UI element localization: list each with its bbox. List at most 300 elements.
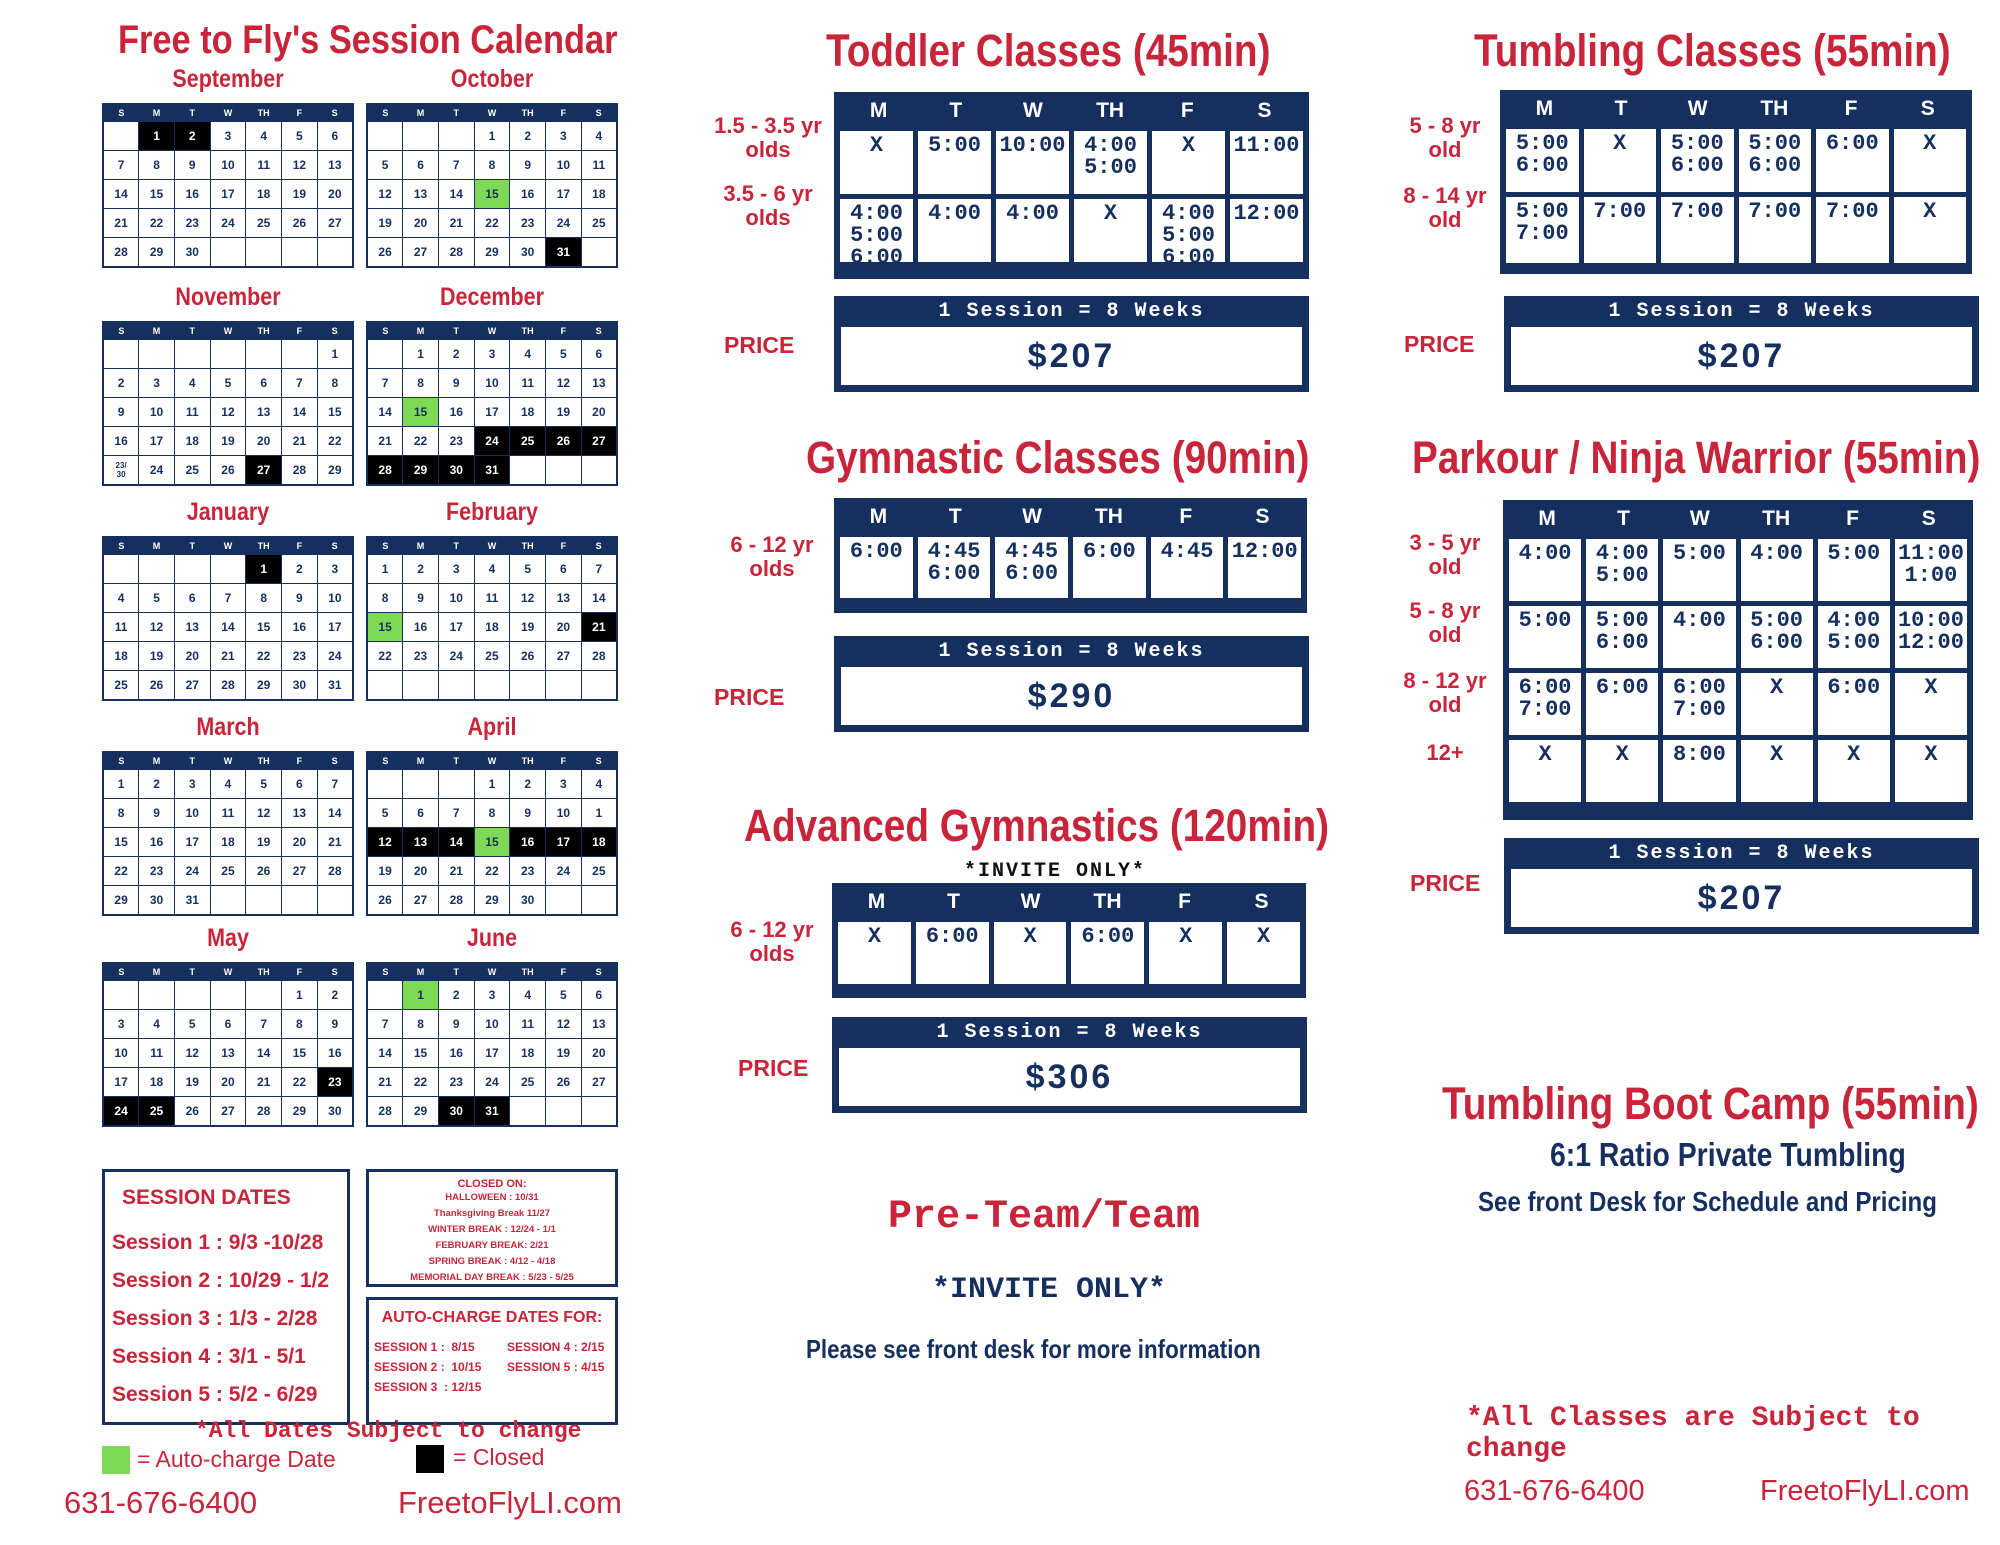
calendar-day: 19 <box>546 1039 582 1068</box>
calendar-day <box>510 1097 546 1127</box>
calendar-day: 8 <box>282 1010 318 1039</box>
calendar-day: 16 <box>174 180 210 209</box>
calendar-day: 10 <box>474 369 510 398</box>
calendar-day: 6 <box>403 799 439 828</box>
weekday-header: S <box>103 752 139 770</box>
calendar-day: 12 <box>367 828 403 857</box>
bootcamp-line1: 6:1 Ratio Private Tumbling <box>1550 1136 1906 1173</box>
calendar-day: 20 <box>403 857 439 886</box>
calendar-day: 20 <box>581 1039 617 1068</box>
calendar-day: 24 <box>139 456 175 486</box>
weekday-header: S <box>367 104 403 122</box>
gymnastic-title: Gymnastic Classes (90min) <box>806 432 1310 483</box>
calendar-day <box>474 671 510 701</box>
age-label: 8 - 14 yr old <box>1403 183 1487 232</box>
weekday-header: W <box>474 322 510 340</box>
calendar-day: 28 <box>317 857 353 886</box>
calendar-day: 17 <box>139 427 175 456</box>
calendar-day: 21 <box>210 642 246 671</box>
weekday-header: W <box>474 752 510 770</box>
price-amount: $207 <box>841 327 1302 385</box>
calendar-day: 8 <box>246 584 282 613</box>
calendar-day: 18 <box>210 828 246 857</box>
calendar-day: 13 <box>546 584 582 613</box>
time-cell: 4:00 <box>996 199 1069 262</box>
calendar-day <box>139 340 175 369</box>
calendar-day: 27 <box>581 427 617 456</box>
weekday-header: S <box>317 104 353 122</box>
calendar-day <box>103 122 139 151</box>
calendar-day: 11 <box>510 369 546 398</box>
legend-closed-label: = Closed <box>453 1444 545 1470</box>
calendar-day: 5 <box>210 369 246 398</box>
calendar-day: 11 <box>174 398 210 427</box>
calendar-day: 4 <box>139 1010 175 1039</box>
weekday-header: M <box>403 752 439 770</box>
calendar-day: 25 <box>581 209 617 238</box>
calendar-day <box>139 555 175 584</box>
calendar-day: 22 <box>367 642 403 671</box>
calendar-day: 3 <box>103 1010 139 1039</box>
calendar-day: 4 <box>174 369 210 398</box>
calendar-day: 25 <box>510 1068 546 1097</box>
calendar-day: 4 <box>474 555 510 584</box>
time-cell: 4:00 5:00 <box>1818 606 1890 668</box>
age-label: 5 - 8 yr old <box>1409 113 1481 162</box>
calendar-day: 15 <box>403 1039 439 1068</box>
calendar-day: 9 <box>174 151 210 180</box>
weekday-header: TH <box>246 752 282 770</box>
calendar-day: 21 <box>367 427 403 456</box>
price-label: PRICE <box>1410 870 1481 896</box>
toddler-schedule-grid <box>834 92 1309 279</box>
weekday-header: TH <box>510 537 546 555</box>
time-cell: 4:00 <box>1663 606 1735 668</box>
calendar-day: 10 <box>139 398 175 427</box>
time-cell: 6:00 <box>1073 537 1146 598</box>
calendar-day: 21 <box>246 1068 282 1097</box>
preteam-note: Please see front desk for more information <box>806 1334 1261 1364</box>
calendar-day: 16 <box>403 613 439 642</box>
gymnastic-schedule-grid <box>834 498 1307 613</box>
time-cell: X <box>1586 740 1658 802</box>
weekday-header: M <box>403 963 439 981</box>
calendar-day <box>210 238 246 268</box>
calendar-day <box>546 671 582 701</box>
calendar-day: 29 <box>474 238 510 268</box>
calendar-day: 9 <box>510 799 546 828</box>
calendar-day: 22 <box>474 209 510 238</box>
calendar-day <box>510 456 546 486</box>
calendar-day: 15 <box>367 613 403 642</box>
calendar-day: 14 <box>103 180 139 209</box>
calendar-day: 23/ 30 <box>103 456 139 486</box>
calendar-day: 24 <box>174 857 210 886</box>
day-header: W <box>1687 97 1708 120</box>
calendar-day: 27 <box>282 857 318 886</box>
calendar-day: 9 <box>438 369 474 398</box>
weekday-header: M <box>403 104 439 122</box>
list-item: FEBRUARY BREAK: 2/21 <box>435 1240 549 1251</box>
day-header: TH <box>1762 507 1791 530</box>
weekday-header: W <box>210 104 246 122</box>
calendar-day: 26 <box>282 209 318 238</box>
calendar-day: 5 <box>282 122 318 151</box>
calendar-day: 25 <box>474 642 510 671</box>
session-length: 1 Session = 8 Weeks <box>938 300 1205 323</box>
calendar-day: 8 <box>367 584 403 613</box>
schedule-row <box>1509 673 1967 735</box>
session-dates-box <box>102 1169 350 1425</box>
calendar-day: 9 <box>317 1010 353 1039</box>
calendar-day: 15 <box>474 828 510 857</box>
calendar-day: 10 <box>317 584 353 613</box>
weekday-header: S <box>317 752 353 770</box>
time-cell: 6:00 <box>916 922 989 984</box>
preteam-invite: *INVITE ONLY* <box>932 1273 1167 1307</box>
calendar-day: 20 <box>581 398 617 427</box>
month-name: November <box>175 283 281 311</box>
calendar-day: 1 <box>282 981 318 1010</box>
calendar-day: 26 <box>367 238 403 268</box>
session-dates-list <box>112 1224 329 1414</box>
toddler-title: Toddler Classes (45min) <box>826 25 1271 76</box>
calendar-day <box>317 886 353 916</box>
weekday-header: TH <box>510 963 546 981</box>
price-amount: $207 <box>1511 327 1972 385</box>
calendar-day: 26 <box>210 456 246 486</box>
calendar-day: 16 <box>139 828 175 857</box>
calendar-day: 22 <box>246 642 282 671</box>
price-label: PRICE <box>724 332 795 358</box>
weekday-header: W <box>474 537 510 555</box>
weekday-header: S <box>103 963 139 981</box>
footer-website[interactable]: FreetoFlyLI.com <box>1760 1475 1970 1507</box>
calendar-day <box>246 238 282 268</box>
day-header: W <box>1020 890 1041 913</box>
calendar-day: 3 <box>174 770 210 799</box>
day-header: F <box>1846 507 1859 530</box>
tumbling-title: Tumbling Classes (55min) <box>1474 25 1951 76</box>
calendar-day: 30 <box>510 886 546 916</box>
legend-closed-swatch <box>416 1445 444 1473</box>
weekday-header: T <box>438 963 474 981</box>
weekday-header: W <box>210 752 246 770</box>
calendar-day: 10 <box>438 584 474 613</box>
time-cell: X <box>1894 197 1967 263</box>
bootcamp-line2: See front Desk for Schedule and Pricing <box>1478 1186 1937 1217</box>
calendar-day: 2 <box>438 981 474 1010</box>
weekday-header: TH <box>246 322 282 340</box>
time-cell: 4:00 5:00 <box>1074 131 1147 194</box>
calendar-day: 27 <box>403 886 439 916</box>
age-label: 6 - 12 yr olds <box>730 532 814 581</box>
time-cell: 7:00 <box>1661 197 1734 263</box>
schedule-row <box>840 131 1303 194</box>
time-cell: X <box>1584 129 1657 192</box>
calendar-day: 10 <box>210 151 246 180</box>
weekday-header: S <box>103 537 139 555</box>
calendar-day: 6 <box>317 122 353 151</box>
time-cell: X <box>840 131 913 194</box>
calendar-day <box>367 340 403 369</box>
legend-auto-swatch <box>102 1446 130 1474</box>
calendar-day: 29 <box>317 456 353 486</box>
calendar-day: 17 <box>210 180 246 209</box>
calendar-day: 8 <box>403 369 439 398</box>
time-cell: X <box>1074 199 1147 262</box>
calendar-day: 3 <box>474 981 510 1010</box>
day-header: S <box>1920 97 1935 120</box>
calendar-day: 12 <box>510 584 546 613</box>
day-header: S <box>1255 505 1270 528</box>
calendar-day: 22 <box>403 1068 439 1097</box>
calendar-day <box>403 122 439 151</box>
calendar-day: 5 <box>546 340 582 369</box>
calendar-day: 6 <box>581 340 617 369</box>
day-header: F <box>1844 97 1858 120</box>
time-cell: 4:00 5:00 6:00 <box>1152 199 1225 262</box>
calendar-day: 11 <box>474 584 510 613</box>
calendar-day <box>581 456 617 486</box>
calendar-day: 7 <box>581 555 617 584</box>
calendar-day <box>546 1097 582 1127</box>
calendar-day: 9 <box>282 584 318 613</box>
list-item: Session 4 : 3/1 - 5/1 <box>112 1345 306 1368</box>
calendar-day: 7 <box>367 369 403 398</box>
calendar-day: 13 <box>174 613 210 642</box>
calendar-day: 5 <box>367 799 403 828</box>
calendar-day: 11 <box>246 151 282 180</box>
calendar-day <box>546 456 582 486</box>
tumbling-schedule-grid <box>1500 90 1972 274</box>
list-item: Session 2 : 10/29 - 1/2 <box>112 1269 330 1292</box>
time-cell: X <box>838 922 911 984</box>
calendar-day: 6 <box>246 369 282 398</box>
calendar-day: 21 <box>282 427 318 456</box>
calendar-day: 3 <box>317 555 353 584</box>
tumbling-price-box <box>1504 296 1979 392</box>
calendar-day: 3 <box>474 340 510 369</box>
calendar-day: 28 <box>282 456 318 486</box>
day-header: W <box>1023 99 1043 122</box>
time-cell: X <box>1152 131 1225 194</box>
calendar-day: 6 <box>546 555 582 584</box>
time-cell: 11:00 1:00 <box>1895 539 1967 601</box>
calendar-day: 16 <box>510 180 546 209</box>
weekday-header: F <box>546 322 582 340</box>
calendar-day: 29 <box>403 456 439 486</box>
time-cell: 4:45 <box>1151 537 1224 598</box>
time-cell: 5:00 <box>1509 606 1581 668</box>
schedule-row <box>838 922 1300 984</box>
weekday-header: M <box>139 537 175 555</box>
time-cell: 7:00 <box>1739 197 1812 263</box>
calendar-day: 23 <box>403 642 439 671</box>
autocharge-left <box>374 1337 481 1397</box>
calendar-day: 19 <box>546 398 582 427</box>
day-header-row <box>840 502 1301 532</box>
calendar-day: 2 <box>510 770 546 799</box>
calendar-day: 4 <box>246 122 282 151</box>
calendar-day <box>403 770 439 799</box>
calendar-day: 11 <box>510 1010 546 1039</box>
calendar-day: 13 <box>282 799 318 828</box>
calendar-day: 17 <box>546 828 582 857</box>
weekday-header: T <box>174 104 210 122</box>
calendar-day: 28 <box>367 456 403 486</box>
calendar-day: 19 <box>282 180 318 209</box>
calendar-day <box>210 981 246 1010</box>
calendar-day: 15 <box>246 613 282 642</box>
calendar-day: 18 <box>581 828 617 857</box>
age-label: 1.5 - 3.5 yr olds <box>714 113 822 162</box>
session-length: 1 Session = 8 Weeks <box>1608 842 1875 865</box>
day-header: TH <box>1093 890 1122 913</box>
calendar-day: 25 <box>581 857 617 886</box>
list-item: SESSION 1 : 8/15 <box>374 1340 475 1354</box>
month-name: January <box>186 498 270 526</box>
time-cell: 5:00 6:00 <box>1739 129 1812 192</box>
calendar-day <box>210 886 246 916</box>
calendar-day: 17 <box>103 1068 139 1097</box>
calendar-day: 2 <box>282 555 318 584</box>
weekday-header: F <box>282 752 318 770</box>
weekday-header: W <box>210 322 246 340</box>
calendar-day: 4 <box>510 981 546 1010</box>
calendar-day: 18 <box>474 613 510 642</box>
calendar-day: 25 <box>246 209 282 238</box>
day-header: S <box>1921 507 1936 530</box>
time-cell: 4:45 6:00 <box>918 537 991 598</box>
calendar-day: 13 <box>246 398 282 427</box>
calendar-day: 9 <box>103 398 139 427</box>
weekday-header: S <box>317 322 353 340</box>
calendar-day: 27 <box>546 642 582 671</box>
calendar-day: 5 <box>546 981 582 1010</box>
calendar-march <box>102 713 354 916</box>
calendar-day: 14 <box>581 584 617 613</box>
closed-on-title: CLOSED ON: <box>457 1178 527 1190</box>
calendar-day: 30 <box>438 1097 474 1127</box>
weekday-header: S <box>367 963 403 981</box>
calendar-day: 16 <box>510 828 546 857</box>
weekday-header: TH <box>510 752 546 770</box>
calendar-day: 28 <box>581 642 617 671</box>
calendar-day: 9 <box>139 799 175 828</box>
autocharge-box <box>366 1297 618 1425</box>
calendar-day: 1 <box>246 555 282 584</box>
schedule-row <box>1509 606 1967 668</box>
weekday-header: F <box>546 537 582 555</box>
weekday-header: T <box>438 537 474 555</box>
time-cell: 6:00 <box>1816 129 1889 192</box>
calendar-day: 23 <box>510 857 546 886</box>
calendar-day: 24 <box>474 1068 510 1097</box>
day-header: F <box>1180 99 1194 122</box>
advanced-schedule-grid <box>832 883 1306 998</box>
calendar-day: 15 <box>139 180 175 209</box>
calendar-day: 12 <box>139 613 175 642</box>
weekday-header: S <box>317 963 353 981</box>
weekday-header: M <box>139 963 175 981</box>
calendar-day: 31 <box>474 1097 510 1127</box>
calendar-day: 22 <box>103 857 139 886</box>
time-cell: 5:00 <box>1663 539 1735 601</box>
calendar-day: 23 <box>438 427 474 456</box>
weekday-header: M <box>403 322 439 340</box>
day-header: F <box>1179 505 1193 528</box>
time-cell: 6:00 <box>1818 673 1890 735</box>
calendar-day: 30 <box>510 238 546 268</box>
calendar-day: 2 <box>317 981 353 1010</box>
time-cell: 7:00 <box>1816 197 1889 263</box>
calendar-title: Free to Fly's Session Calendar <box>118 18 618 62</box>
calendar-day: 7 <box>210 584 246 613</box>
weekday-header: S <box>367 322 403 340</box>
calendar-day: 25 <box>210 857 246 886</box>
advanced-title: Advanced Gymnastics (120min) <box>744 800 1330 851</box>
calendar-day: 15 <box>103 828 139 857</box>
calendar-day: 27 <box>246 456 282 486</box>
calendar-day: 3 <box>139 369 175 398</box>
weekday-header: S <box>581 963 617 981</box>
calendar-day: 13 <box>581 369 617 398</box>
day-header: T <box>949 99 963 122</box>
bootcamp-title: Tumbling Boot Camp (55min) <box>1442 1078 1979 1129</box>
weekday-header: TH <box>246 537 282 555</box>
calendar-day <box>210 340 246 369</box>
calendar-website[interactable]: FreetoFlyLI.com <box>398 1485 622 1520</box>
legend-auto-label: = Auto-charge Date <box>137 1446 336 1472</box>
day-header: W <box>1689 507 1710 530</box>
calendar-day: 2 <box>510 122 546 151</box>
calendar-day: 1 <box>474 122 510 151</box>
day-header: T <box>948 505 962 528</box>
month-name: September <box>172 65 284 93</box>
calendar-day: 31 <box>317 671 353 701</box>
price-label: PRICE <box>714 684 785 710</box>
time-cell: 5:00 6:00 <box>1586 606 1658 668</box>
time-cell: X <box>1895 740 1967 802</box>
calendar-day: 6 <box>581 981 617 1010</box>
month-name: October <box>450 65 534 93</box>
calendar-day: 14 <box>438 180 474 209</box>
weekday-header: S <box>103 322 139 340</box>
calendar-day <box>546 886 582 916</box>
calendar-day: 17 <box>438 613 474 642</box>
calendar-day: 27 <box>317 209 353 238</box>
calendar-day: 24 <box>546 209 582 238</box>
calendar-day: 28 <box>246 1097 282 1127</box>
calendar-day <box>438 122 474 151</box>
calendar-june <box>366 924 618 1127</box>
calendar-day: 25 <box>510 427 546 456</box>
time-cell: 6:00 7:00 <box>1663 673 1735 735</box>
calendar-april <box>366 713 618 916</box>
weekday-header: TH <box>510 322 546 340</box>
calendar-day: 17 <box>174 828 210 857</box>
calendar-day: 14 <box>210 613 246 642</box>
weekday-header: M <box>139 752 175 770</box>
calendar-day: 20 <box>210 1068 246 1097</box>
calendar-day <box>282 340 318 369</box>
calendar-day: 7 <box>438 799 474 828</box>
calendar-day: 2 <box>403 555 439 584</box>
calendar-day: 19 <box>139 642 175 671</box>
calendar-day: 12 <box>546 369 582 398</box>
month-name: April <box>467 713 517 741</box>
